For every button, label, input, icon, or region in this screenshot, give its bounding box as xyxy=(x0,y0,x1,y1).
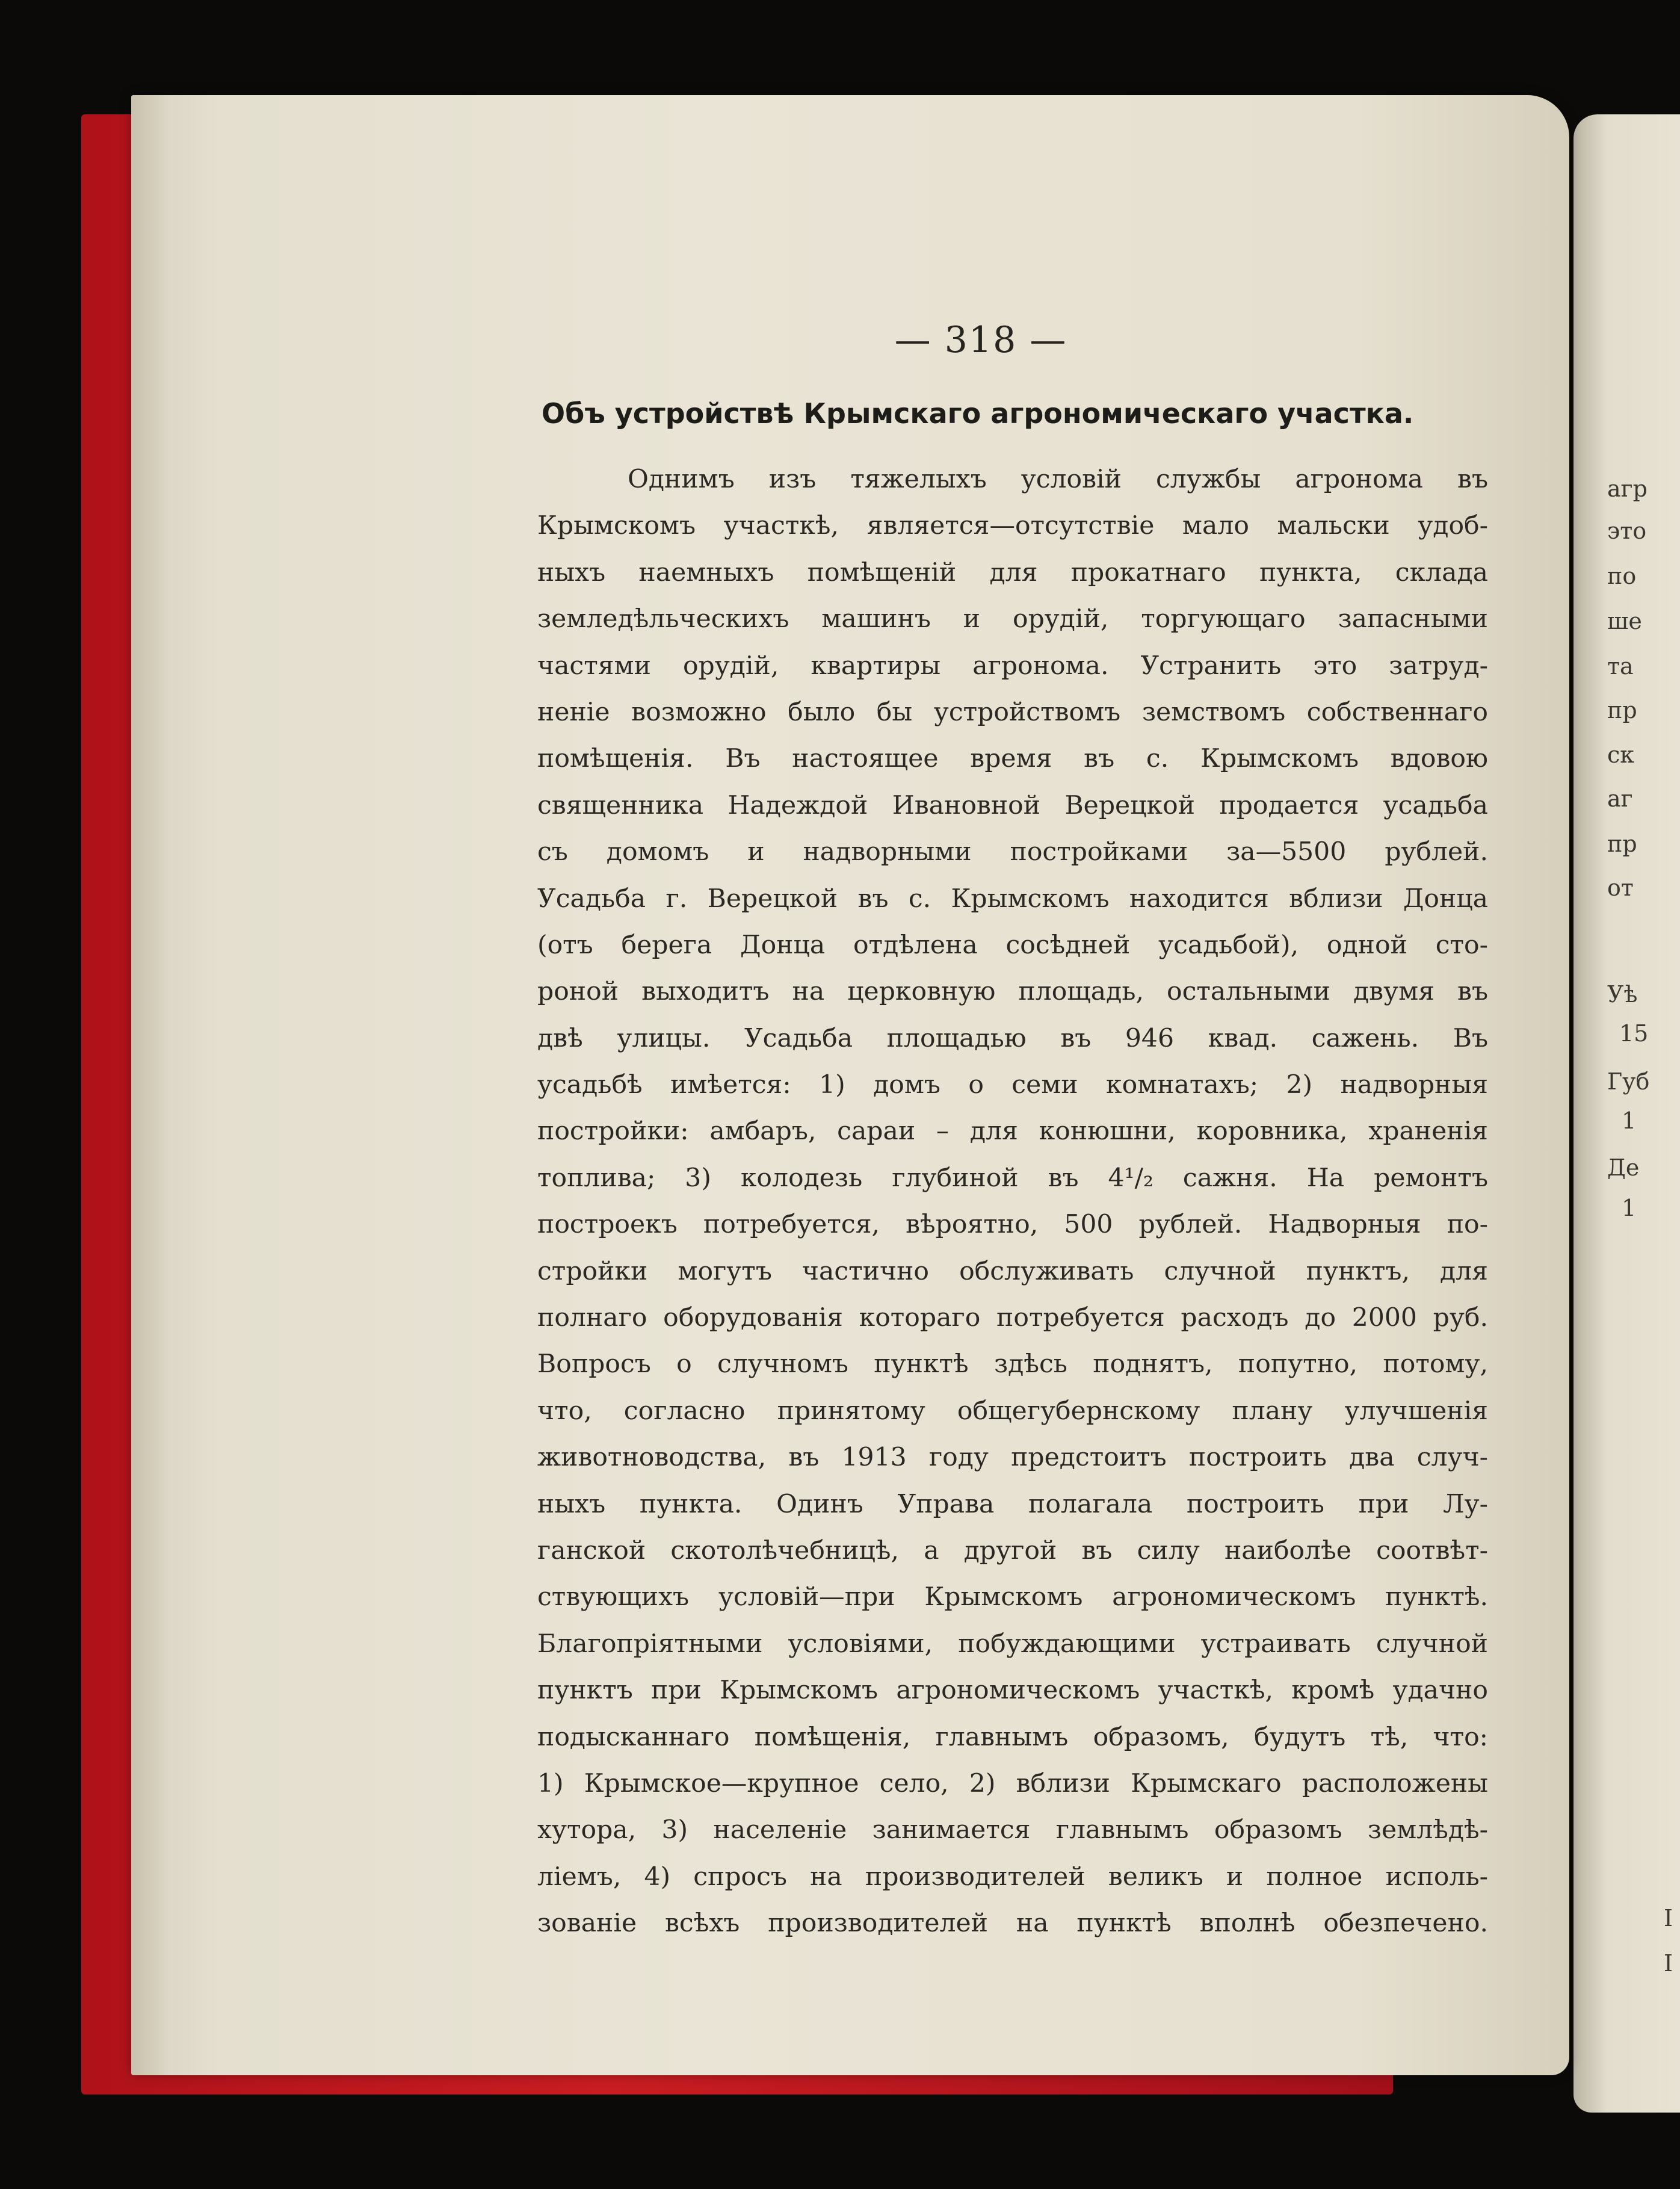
facing-page-fragment: І xyxy=(1664,1950,1673,1977)
text-line: усадьбѣ имѣется: 1) домъ о семи комнатахъ; 2) надворныя xyxy=(537,1070,1488,1100)
text-line: Благопріятными условіями, побуждающими устраивать случной xyxy=(537,1629,1488,1659)
text-line: роной выходитъ на церковную площадь, остальными двумя въ xyxy=(537,977,1488,1007)
text-line: (отъ берега Донца отдѣлена сосѣдней усадьбой), одной сто- xyxy=(537,930,1488,960)
facing-page-fragment: пр xyxy=(1607,697,1637,723)
text-line: помѣщенія. Въ настоящее время въ с. Крымскомъ вдовою xyxy=(537,744,1488,774)
text-line: животноводства, въ 1913 году предстоитъ построить два случ- xyxy=(537,1443,1488,1473)
facing-page-fragment: агр xyxy=(1607,475,1648,502)
text-line: неніе возможно было бы устройствомъ земствомъ собственнаго xyxy=(537,697,1488,727)
text-line: двѣ улицы. Усадьба площадью въ 946 квад. сажень. Въ xyxy=(537,1023,1488,1053)
facing-page-fragment: по xyxy=(1607,563,1637,589)
facing-page-fragment: от xyxy=(1607,875,1634,901)
text-line: зованіе всѣхъ производителей на пунктѣ вполнѣ обезпечено. xyxy=(537,1909,1488,1939)
facing-page-fragment: Уѣ xyxy=(1607,981,1638,1008)
text-line: частями орудій, квартиры агронома. Устранить это затруд- xyxy=(537,651,1488,681)
text-line: Вопросъ о случномъ пунктѣ здѣсь поднятъ, попутно, потому, xyxy=(537,1349,1488,1379)
facing-page-fragment: это xyxy=(1607,518,1647,544)
section-heading: Объ устройствѣ Крымскаго агрономическаго участка. xyxy=(542,397,1414,430)
text-line: полнаго оборудованія котораго потребуется расходъ до 2000 руб. xyxy=(537,1303,1488,1333)
text-line: священника Надеждой Ивановной Верецкой продается усадьба xyxy=(537,790,1488,820)
text-line: Усадьба г. Верецкой въ с. Крымскомъ находится вблизи Донца xyxy=(537,884,1488,914)
facing-page xyxy=(1573,114,1680,2113)
text-line: ныхъ пункта. Одинъ Управа полагала построить при Лу- xyxy=(537,1489,1488,1519)
facing-page-fragment: ше xyxy=(1607,608,1642,634)
text-line: стройки могутъ частично обслуживать случной пунктъ, для xyxy=(537,1256,1488,1286)
text-line: топлива; 3) колодезь глубиной въ 4¹/₂ сажня. На ремонтъ xyxy=(537,1163,1488,1193)
facing-page-fragment: 1 xyxy=(1622,1107,1637,1134)
body-paragraph xyxy=(537,456,1488,1947)
text-line: земледѣльческихъ машинъ и орудій, торгующаго запасными xyxy=(537,604,1488,634)
text-line: ганской скотолѣчебницѣ, а другой въ силу наиболѣе соотвѣт- xyxy=(537,1535,1488,1565)
page-gutter-shadow xyxy=(131,95,167,2075)
facing-page-fragment: ск xyxy=(1607,742,1635,768)
text-line: постройки: амбаръ, сараи – для конюшни, коровника, храненія xyxy=(537,1116,1488,1147)
text-line: построекъ потребуется, вѣроятно, 500 рублей. Надворныя по- xyxy=(537,1210,1488,1240)
text-line: Крымскомъ участкѣ, является—отсутствіе мало мальски удоб- xyxy=(537,511,1488,541)
text-line: Однимъ изъ тяжелыхъ условій службы агронома въ xyxy=(628,465,1488,494)
facing-page-fragment: І xyxy=(1664,1905,1673,1931)
text-line: что, согласно принятому общегубернскому плану улучшенія xyxy=(537,1396,1488,1426)
text-line: подысканнаго помѣщенія, главнымъ образомъ, будутъ тѣ, что: xyxy=(537,1722,1488,1752)
text-line: ліемъ, 4) спросъ на производителей великъ и полное исполь- xyxy=(537,1862,1488,1892)
facing-page-fragment: 1 xyxy=(1622,1195,1637,1221)
facing-page-fragment: Де xyxy=(1607,1154,1640,1181)
facing-page-fragment: 15 xyxy=(1619,1020,1649,1047)
page-number: — 318 — xyxy=(894,319,1067,361)
facing-page-fragment: та xyxy=(1607,653,1634,680)
text-line: ствующихъ условій—при Крымскомъ агрономическомъ пунктѣ. xyxy=(537,1582,1488,1612)
facing-page-fragment: Губ xyxy=(1607,1068,1650,1095)
text-line: пунктъ при Крымскомъ агрономическомъ участкѣ, кромѣ удачно xyxy=(537,1676,1488,1706)
facing-page-fragment: аг xyxy=(1607,785,1633,812)
facing-page-fragment: пр xyxy=(1607,831,1637,857)
text-line: съ домомъ и надворными постройками за—5500 рублей. xyxy=(537,837,1488,867)
text-line: ныхъ наемныхъ помѣщеній для прокатнаго пункта, склада xyxy=(537,557,1488,587)
text-line: хутора, 3) населеніе занимается главнымъ образомъ землѣдѣ- xyxy=(537,1815,1488,1845)
text-line: 1) Крымское—крупное село, 2) вблизи Крымскаго расположены xyxy=(537,1768,1488,1798)
